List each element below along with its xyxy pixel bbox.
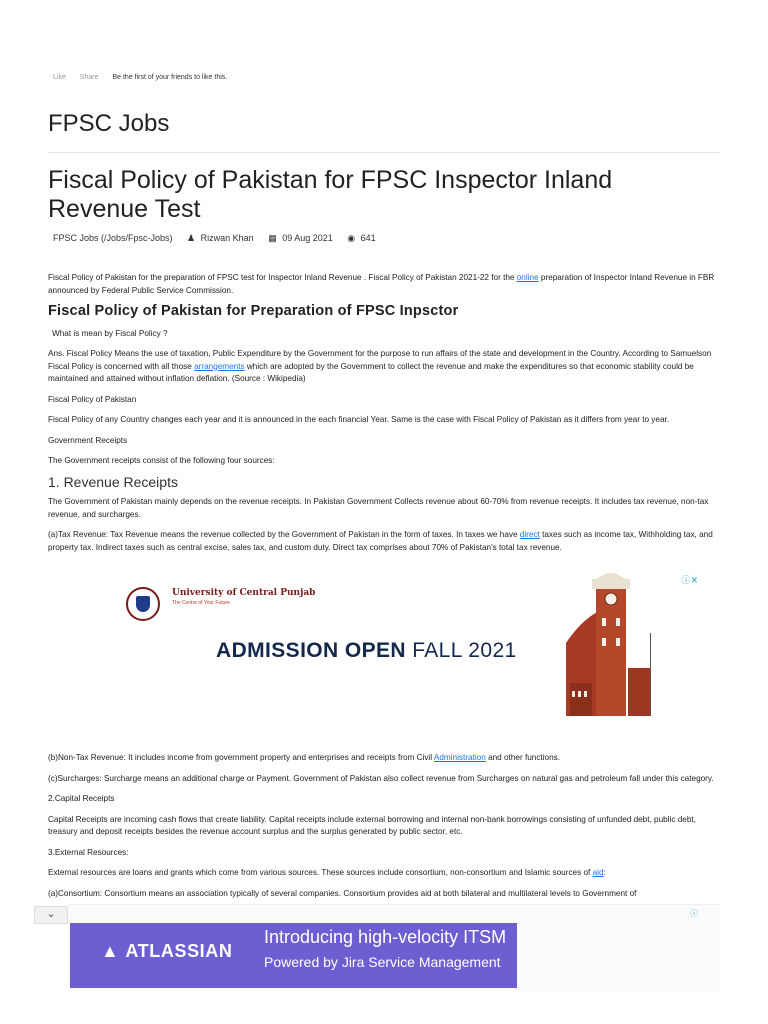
user-icon: ♟ xyxy=(187,233,196,243)
revenue-receipts-heading: 1. Revenue Receipts xyxy=(48,473,178,490)
administration-link[interactable]: Administration xyxy=(433,753,486,762)
fiscal-policy-paragraph: Fiscal Policy of any Country changes each year and it is announced in the each financial Year. Same is the case with Fiscal Policy of Pakistan as it differs from year to year. xyxy=(48,415,670,424)
direct-link[interactable]: direct xyxy=(519,530,540,539)
share-button[interactable]: Share xyxy=(79,74,99,81)
collapse-ad-button[interactable] xyxy=(34,906,68,924)
article-meta xyxy=(53,233,380,244)
category-link[interactable]: FPSC Jobs (/Jobs/Fpsc-Jobs) xyxy=(53,233,173,243)
ad-subheadline: Powered by Jira Service Management xyxy=(264,954,501,970)
social-bar xyxy=(53,74,239,81)
article-heading: Fiscal Policy of Pakistan for Preparation of FPSC Inpsctor xyxy=(48,303,459,319)
author-name[interactable]: Rizwan Khan xyxy=(200,233,254,243)
article-body-continued xyxy=(48,752,720,908)
external-resources-paragraph: External resources are loans and grants which come from various sources. These sources include consortium, non-consortium and Islamic sources of aid: xyxy=(48,868,606,877)
aid-link[interactable]: aid xyxy=(592,868,604,877)
adchoices-icon[interactable]: ⓘ✕ xyxy=(681,575,698,585)
divider xyxy=(48,152,720,153)
ad-info-icon[interactable]: ⓘ xyxy=(690,909,698,918)
tax-revenue-paragraph: (a)Tax Revenue: Tax Revenue means the revenue collected by the Government of Pakistan in the form of taxes. In taxes we have direct taxes such as income tax, Withholding tax, and property tax. Indirect taxes such as central excise, sales tax, and custom duty. Direct tax comprises about 70% of Pakistan's total tax revenue. xyxy=(48,530,713,552)
atlassian-triangle-icon: ▲ xyxy=(101,941,120,961)
capital-receipts-paragraph: Capital Receipts are incoming cash flows that create liability. Capital receipts include external borrowing and internal non-bank borrowings consisting of unfunded debt, public debt, treasury and deposit receipts besides the revenue account surplus and the surplus generated by public sector, etc. xyxy=(48,814,696,836)
atlassian-ad-banner[interactable] xyxy=(70,923,517,988)
ucp-crest-icon xyxy=(126,587,160,621)
publish-date: 09 Aug 2021 xyxy=(282,233,333,243)
chevron-down-icon: ⌄ xyxy=(46,908,56,920)
view-count: 641 xyxy=(360,233,376,243)
clock-tower-image xyxy=(566,573,654,716)
admission-headline: ADMISSION OPEN FALL 2021 xyxy=(216,639,517,662)
article-body xyxy=(48,272,720,562)
calendar-icon: ▦ xyxy=(268,233,277,243)
ucp-tagline: The Centre of Your Future xyxy=(172,600,230,606)
social-message: Be the first of your friends to like this. xyxy=(112,74,228,81)
section-title: FPSC Jobs xyxy=(48,110,170,137)
answer-paragraph: Ans. Fiscal Policy Means the use of taxation, Public Expenditure by the Government for the purpose to run affairs of the state and development in the Country. According to Samuelson Fiscal Policy is concerned with all those arrangements which are adopted by the Government to collect the revenue and make the expenditures so that economic stability could be maintained and attained without inflation deflation. (Source : Wikipedia) xyxy=(48,349,712,383)
receipts-paragraph: The Government receipts consist of the following four sources: xyxy=(48,456,275,465)
non-tax-paragraph: (b)Non-Tax Revenue: It includes income from government property and enterprises and receipts from Civil Administration and other functions. xyxy=(48,753,560,762)
like-button[interactable]: Like xyxy=(53,74,66,81)
arrangements-link[interactable]: arrangements xyxy=(194,361,245,371)
capital-receipts-heading: 2.Capital Receipts xyxy=(48,794,115,803)
question: What is mean by Fiscal Policy ? xyxy=(52,328,168,338)
external-resources-heading: 3.External Resources: xyxy=(48,847,129,857)
subheading-government-receipts: Government Receipts xyxy=(48,435,128,445)
eye-icon: ◉ xyxy=(347,233,356,243)
consortium-paragraph: (a)Consortium: Consortium means an association typically of several companies. Consortium provides aid at both bilateral and multilateral levels to Government of xyxy=(48,888,637,898)
subheading-fiscal-policy: Fiscal Policy of Pakistan xyxy=(48,394,137,404)
revenue-paragraph: The Government of Pakistan mainly depends on the revenue receipts. In Pakistan Government Collects revenue about 60-70% from revenue receipts. It includes tax revenue, non-tax revenue, and surcharges. xyxy=(48,497,709,519)
ucp-brand: University of Central Punjab xyxy=(172,588,316,598)
intro-paragraph: Fiscal Policy of Pakistan for the preparation of FPSC test for Inspector Inland Revenue . Fiscal Policy of Pakistan 2021-22 for the online preparation of Inspector Inland Revenue in FBR announced by Federal Public Service Commission. xyxy=(48,273,715,295)
surcharges-paragraph: (c)Surcharges: Surcharge means an additional charge or Payment. Government of Pakistan also collect revenue from Surcharges on natural gas and petroleum fall under this category. xyxy=(48,773,714,783)
atlassian-logo: ▲ ATLASSIAN xyxy=(101,941,233,961)
article-title: Fiscal Policy of Pakistan for FPSC Inspector Inland Revenue Test xyxy=(48,166,613,223)
ucp-ad-banner[interactable] xyxy=(118,573,698,723)
ad-headline: Introducing high-velocity ITSM xyxy=(264,927,507,947)
online-link[interactable]: online xyxy=(516,273,539,282)
